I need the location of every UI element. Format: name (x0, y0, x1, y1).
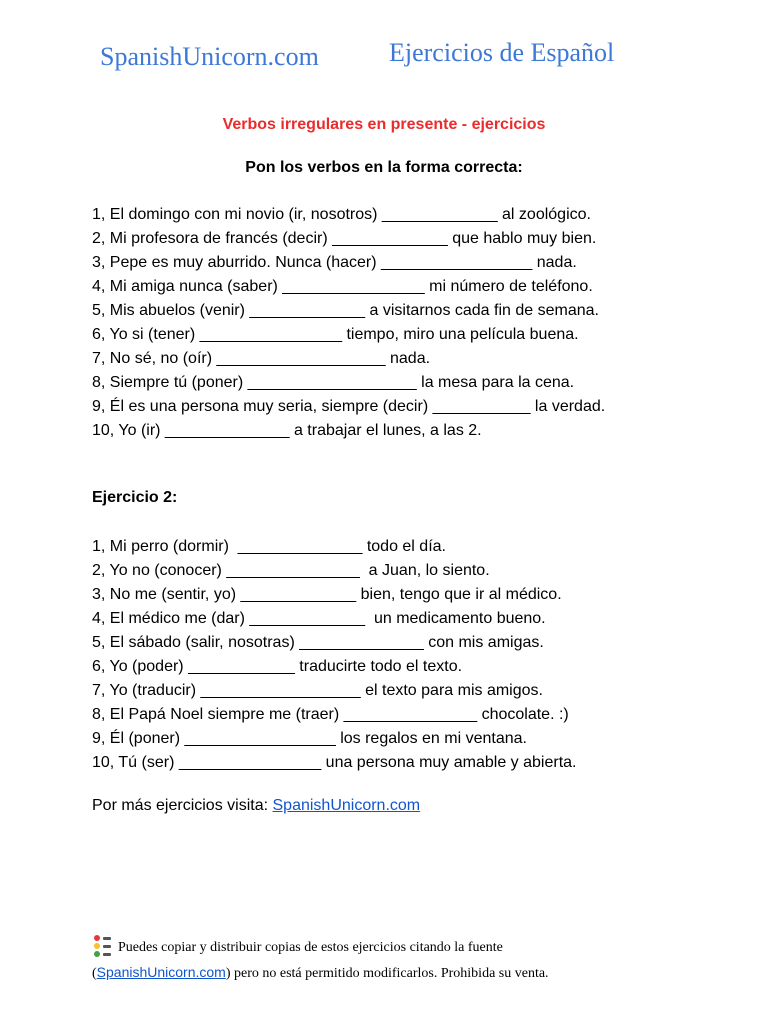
exercise-item: 8, El Papá Noel siempre me (traer) _______________ chocolate. :) (92, 706, 569, 723)
exercise-item: 2, Mi profesora de francés (decir) _____________ que hablo muy bien. (92, 230, 597, 247)
exercise-item: 5, El sábado (salir, nosotras) ______________ con mis amigas. (92, 634, 544, 651)
exercise-item: 10, Yo (ir) ______________ a trabajar el lunes, a las 2. (92, 422, 482, 439)
exercise-item: 1, El domingo con mi novio (ir, nosotros) _____________ al zoológico. (92, 206, 591, 223)
license-text-line2: ) pero no está permitido modificarlos. Prohibida su venta. (225, 966, 549, 981)
exercise-item: 5, Mis abuelos (venir) _____________ a visitarnos cada fin de semana. (92, 302, 599, 319)
instruction-text: Pon los verbos en la forma correcta: (245, 159, 523, 176)
exercise-item: 4, El médico me (dar) _____________ un medicamento bueno. (92, 610, 546, 627)
exercise-item: 3, No me (sentir, yo) _____________ bien, tengo que ir al médico. (92, 586, 562, 603)
license-footer (92, 933, 712, 986)
exercise-item: 7, Yo (traducir) __________________ el texto para mis amigos. (92, 682, 543, 699)
exercise-item: 9, Él es una persona muy seria, siempre (decir) ___________ la verdad. (92, 398, 606, 415)
exercise-item: 3, Pepe es muy aburrido. Nunca (hacer) _________________ nada. (92, 254, 577, 271)
exercise-item: 7, No sé, no (oír) ___________________ nada. (92, 350, 431, 367)
exercise-item: 1, Mi perro (dormir) ______________ todo el día. (92, 538, 446, 555)
brand-logo-text[interactable]: SpanishUnicorn.com (100, 42, 319, 71)
spanishunicorn-link[interactable]: SpanishUnicorn.com (272, 797, 421, 814)
exercise-item: 2, Yo no (conocer) _______________ a Juan, lo siento. (92, 562, 490, 579)
exercise-item: 10, Tú (ser) ________________ una persona muy amable y abierta. (92, 754, 577, 771)
exercise-item: 4, Mi amiga nunca (saber) ________________ mi número de teléfono. (92, 278, 593, 295)
creative-commons-icon (92, 933, 114, 957)
more-exercises-line (92, 797, 420, 815)
exercise-item: 9, Él (poner) _________________ los regalos en mi ventana. (92, 730, 527, 747)
exercise-item: 6, Yo si (tener) ________________ tiempo, miro una película buena. (92, 326, 579, 343)
exercise-item: 8, Siempre tú (poner) ___________________ la mesa para la cena. (92, 374, 575, 391)
exercise-2-list (92, 535, 576, 775)
exercise-item: 6, Yo (poder) ____________ traducirte todo el texto. (92, 658, 463, 675)
footer-spanishunicorn-link[interactable]: SpanishUnicorn.com (96, 964, 226, 980)
license-open-paren: ( (92, 966, 97, 981)
more-exercises-text: Por más ejercicios visita: (92, 797, 273, 814)
page-title: Verbos irregulares en presente - ejercicios (222, 116, 546, 133)
exercise-2-title: Ejercicio 2: (92, 489, 178, 506)
header-subtitle: Ejercicios de Español (389, 38, 615, 67)
exercise-1-list (92, 203, 605, 443)
license-text-line1: Puedes copiar y distribuir copias de estos ejercicios citando la fuente (118, 940, 503, 955)
header (0, 38, 768, 78)
